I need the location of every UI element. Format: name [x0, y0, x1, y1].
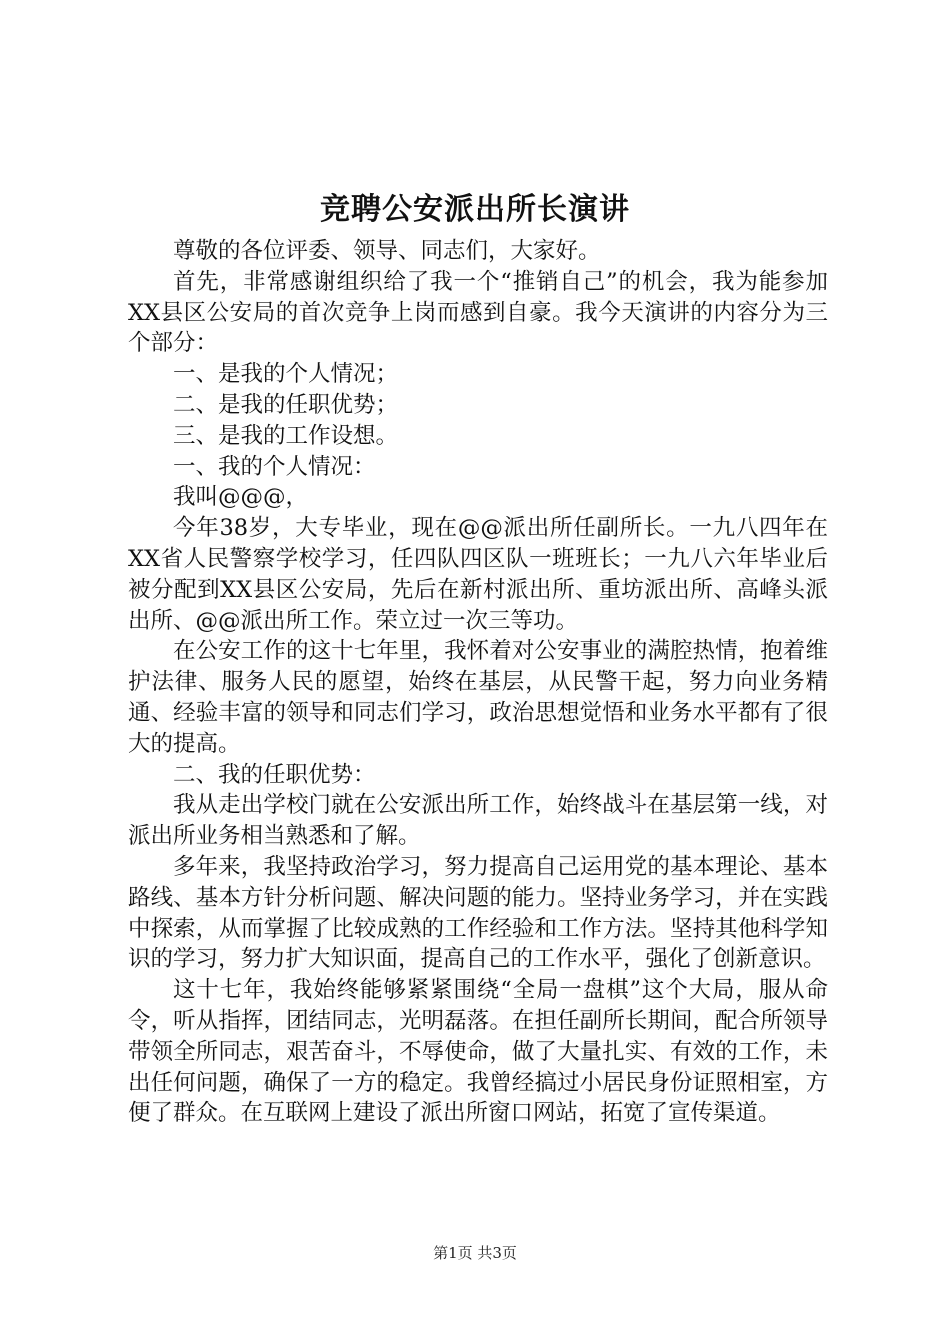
document-body — [128, 236, 828, 1129]
section-heading: 二、我的任职优势： — [173, 761, 376, 788]
paragraph: 我从走出学校门就在公安派出所工作，始终战斗在基层第一线，对派出所业务相当熟悉和了解。 — [128, 792, 828, 850]
paragraph: 我叫@@@， — [173, 484, 309, 511]
section-heading: 一、我的个人情况： — [173, 453, 376, 480]
paragraph: 一、是我的个人情况； — [173, 361, 399, 388]
document-title: 竞聘公安派出所长演讲 — [320, 192, 630, 227]
paragraph: 首先，非常感谢组织给了我一个“推销自己”的机会，我为能参加XX县区公安局的首次竞争上岗而感到自豪。我今天演讲的内容分为三个部分： — [128, 268, 828, 357]
paragraph: 二、是我的任职优势； — [173, 391, 399, 418]
paragraph: 尊敬的各位评委、领导、同志们，大家好。 — [173, 238, 601, 264]
paragraph: 在公安工作的这十七年里，我怀着对公安事业的满腔热情，抱着维护法律、服务人民的愿望，始终在基层，从民警干起，努力向业务精通、经验丰富的领导和同志们学习，政治思想觉悟和业务水平都有了很大的提高。 — [128, 638, 828, 757]
paragraph: 三、是我的工作设想。 — [173, 422, 399, 449]
paragraph: 多年来，我坚持政治学习，努力提高自己运用党的基本理论、基本路线、基本方针分析问题、解决问题的能力。坚持业务学习，并在实践中探索，从而掌握了比较成熟的工作经验和工作方法。坚持其他科学知识的学习，努力扩大知识面，提高自己的工作水平，强化了创新意识。 — [128, 853, 828, 973]
paragraph: 今年38岁，大专毕业，现在@@派出所任副所长。一九八四年在XX省人民警察学校学习，任四队四区队一班班长；一九八六年毕业后被分配到XX县区公安局，先后在新村派出所、重坊派出所、高峰头派出所、@@派出所工作。荣立过一次三等功。 — [128, 515, 828, 634]
page-number: 第1页 共3页 — [433, 1244, 517, 1262]
paragraph: 这十七年，我始终能够紧紧围绕“全局一盘棋”这个大局，服从命令，听从指挥，团结同志，光明磊落。在担任副所长期间，配合所领导带领全所同志，艰苦奋斗，不辱使命，做了大量扎实、有效的工作，未出任何问题，确保了一方的稳定。我曾经搞过小居民身份证照相室，方便了群众。在互联网上建设了派出所窗口网站，拓宽了宣传渠道。 — [128, 977, 828, 1127]
